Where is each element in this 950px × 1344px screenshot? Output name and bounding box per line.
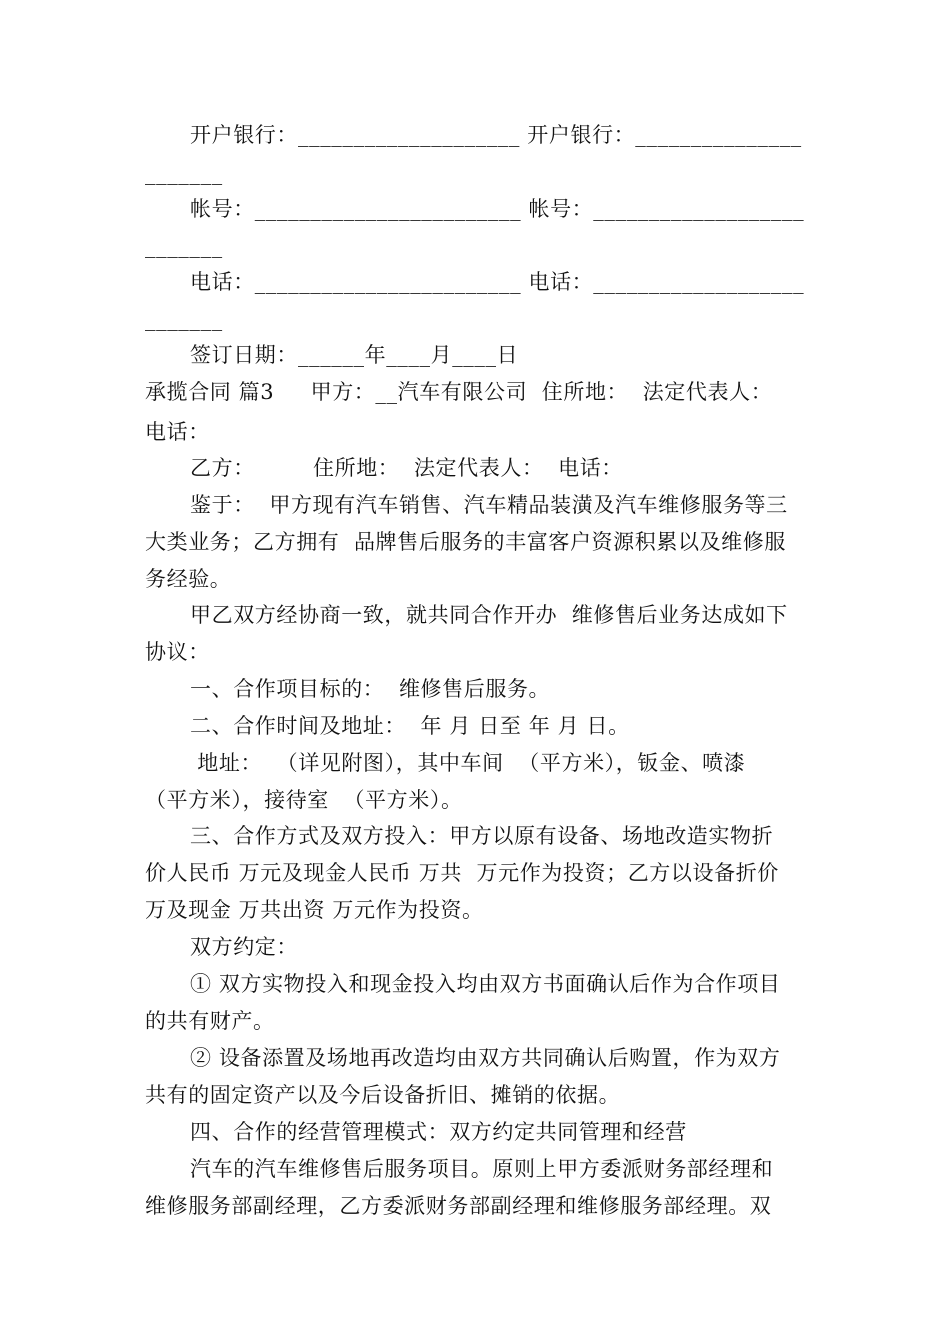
address-line-cont: （平方米），接待室 （平方米）。 <box>145 788 463 812</box>
paragraph-line: 价人民币 万元及现金人民币 万共 万元作为投资；乙方以设备折价 <box>145 861 779 885</box>
paragraph-line: 甲乙双方经协商一致，就共同合作开办 维修售后业务达成如下 <box>190 603 788 627</box>
paragraph-line: 维修服务部副经理，乙方委派财务部副经理和维修服务部经理。双 <box>145 1194 772 1218</box>
paragraph-line: 的共有财产。 <box>145 1009 275 1033</box>
account-line-cont: _______ <box>145 234 223 258</box>
address-line: 地址： （详见附图），其中车间 （平方米），钣金、喷漆 <box>190 751 746 775</box>
paragraph-line: 共有的固定资产以及今后设备折旧、摊销的依据。 <box>145 1083 621 1107</box>
paragraph-line: 鉴于： 甲方现有汽车销售、汽车精品装潢及汽车维修服务等三 <box>190 493 788 517</box>
paragraph-line: 万及现金 万共出资 万元作为投资。 <box>145 898 484 922</box>
clause-three: 三、合作方式及双方投入：甲方以原有设备、场地改造实物折 <box>190 824 774 848</box>
clause-two: 二、合作时间及地址： 年 月 日至 年 月 日。 <box>190 714 630 738</box>
bank-line-cont: _______ <box>145 161 223 185</box>
agreement-heading: 双方约定： <box>190 935 298 959</box>
clause-one: 一、合作项目标的： 维修售后服务。 <box>190 677 551 701</box>
party-a-phone: 电话： <box>145 420 210 444</box>
account-line: 帐号：________________________ 帐号：___________________ <box>190 197 805 221</box>
contract-heading-line: 承揽合同 篇3 甲方：__汽车有限公司 住所地： 法定代表人： <box>145 380 773 404</box>
clause-four: 四、合作的经营管理模式：双方约定共同管理和经营 <box>190 1120 687 1144</box>
item-one: ① 双方实物投入和现金投入均由双方书面确认后作为合作项目 <box>190 972 781 996</box>
bank-line: 开户银行：____________________ 开户银行：_______________ <box>190 123 802 147</box>
party-b-line: 乙方： 住所地： 法定代表人： 电话： <box>190 456 623 480</box>
paragraph-line: 协议： <box>145 640 210 664</box>
sign-date-line: 签订日期：______年____月____日 <box>190 343 519 367</box>
paragraph-line: 务经验。 <box>145 567 232 591</box>
phone-line: 电话：________________________ 电话：___________________ <box>190 270 805 294</box>
phone-line-cont: _______ <box>145 307 223 331</box>
paragraph-line: 大类业务；乙方拥有 品牌售后服务的丰富客户资源积累以及维修服 <box>145 530 786 554</box>
item-two: ② 设备添置及场地再改造均由双方共同确认后购置，作为双方 <box>190 1046 781 1070</box>
paragraph-line: 汽车的汽车维修售后服务项目。原则上甲方委派财务部经理和 <box>190 1157 774 1181</box>
